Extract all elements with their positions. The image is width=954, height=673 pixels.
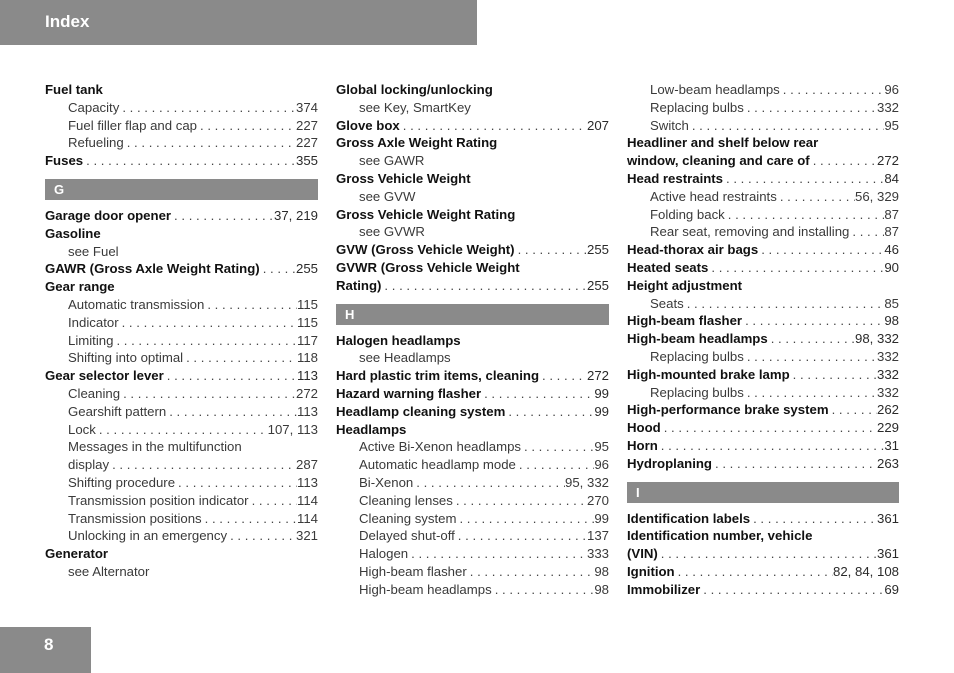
entry-page-ref: 287	[295, 457, 318, 473]
index-subentry	[627, 81, 899, 99]
index-column-1	[45, 81, 318, 581]
index-subentry	[336, 349, 609, 367]
dot-leader	[744, 99, 877, 117]
entry-text: Rear seat, removing and installing	[650, 224, 850, 240]
entry-page-ref: 69	[884, 581, 899, 597]
index-subentry	[45, 492, 318, 510]
dot-leader	[750, 510, 877, 528]
entry-page-ref: 229	[876, 420, 899, 436]
dot-leader	[744, 384, 877, 402]
entry-text: Headlamps	[336, 421, 407, 437]
entry-page-ref: 31	[884, 437, 899, 453]
entry-text: Low-beam headlamps	[650, 82, 780, 97]
dot-leader	[227, 527, 296, 545]
dot-leader	[521, 438, 594, 456]
entry-text: Height adjustment	[627, 277, 743, 293]
entry-text: Head-thorax air bags	[627, 242, 759, 258]
index-entry	[45, 545, 318, 563]
index-subentry	[336, 474, 609, 492]
index-subentry	[336, 152, 609, 170]
dot-leader	[408, 545, 587, 563]
index-entry	[336, 134, 609, 152]
dot-leader	[183, 349, 297, 367]
dot-leader	[849, 223, 884, 241]
entry-page-ref: 332	[876, 384, 899, 400]
entry-page-ref: 84	[884, 170, 899, 186]
index-subentry	[627, 206, 899, 224]
index-entry	[45, 207, 318, 225]
index-column-3	[627, 81, 899, 599]
entry-text: Shifting into optimal	[68, 350, 184, 366]
entry-page-ref: 96	[884, 82, 899, 97]
dot-leader	[780, 81, 885, 99]
entry-page-ref: 272	[295, 385, 318, 401]
index-subentry	[45, 421, 318, 439]
entry-text: Gross Axle Weight Rating	[336, 135, 498, 151]
entry-text: Automatic headlamp mode	[359, 457, 516, 473]
entry-page-ref: 272	[586, 368, 609, 384]
dot-leader	[516, 456, 594, 474]
entry-page-ref: 46	[884, 242, 899, 258]
entry-text: Replacing bulbs	[650, 99, 744, 115]
dot-leader	[481, 385, 594, 403]
entry-page-ref: 113	[296, 474, 318, 490]
index-subentry	[336, 563, 609, 581]
index-subentry	[336, 223, 609, 241]
entry-page-ref: 227	[295, 117, 318, 133]
entry-page-ref: 207	[586, 117, 609, 133]
index-entry	[627, 455, 899, 473]
index-entry	[45, 278, 318, 296]
entry-text: Gearshift pattern	[68, 403, 167, 419]
entry-text: Head restraints	[627, 170, 724, 186]
dot-leader	[492, 581, 595, 599]
entry-page-ref: 90	[884, 259, 899, 275]
dot-leader	[768, 330, 855, 348]
dot-leader	[467, 563, 595, 581]
entry-text: display	[68, 457, 110, 473]
entry-text: see GAWR	[359, 153, 425, 169]
entry-text: Ignition	[627, 563, 675, 579]
dot-leader	[381, 277, 587, 295]
index-entry	[336, 117, 609, 135]
index-entry	[336, 259, 609, 277]
entry-text: High-beam flasher	[359, 563, 467, 579]
entry-page-ref: 98	[884, 313, 899, 329]
entry-text: see Fuel	[68, 243, 119, 259]
index-subentry	[45, 510, 318, 528]
index-subentry	[45, 243, 318, 261]
index-subentry	[336, 456, 609, 474]
entry-text: GVWR (Gross Vehicle Weight	[336, 259, 520, 275]
entry-page-ref: 270	[586, 492, 609, 508]
index-entry	[627, 366, 899, 384]
entry-page-ref: 95, 332	[565, 474, 609, 490]
dot-leader	[113, 332, 297, 350]
index-entry	[45, 225, 318, 243]
index-entry	[627, 259, 899, 277]
entry-page-ref: 99	[594, 510, 609, 526]
entry-page-ref: 87	[884, 206, 899, 222]
entry-text: Identification number, vehicle	[627, 528, 813, 544]
index-entry	[336, 421, 609, 439]
entry-page-ref: 321	[295, 528, 318, 544]
entry-page-ref: 115	[296, 296, 318, 312]
entry-page-ref: 114	[296, 492, 318, 508]
page-number: 8	[44, 635, 54, 654]
entry-text: Headliner and shelf below rear	[627, 135, 819, 151]
index-entry	[627, 545, 899, 563]
entry-text: Active Bi-Xenon headlamps	[359, 439, 522, 455]
entry-page-ref: 98, 332	[855, 331, 899, 347]
index-entry	[336, 403, 609, 421]
index-entry	[336, 385, 609, 403]
entry-page-ref: 272	[876, 153, 899, 169]
entry-text: Switch	[650, 117, 689, 133]
page-number-tab	[0, 627, 91, 673]
entry-text: see Alternator	[68, 563, 150, 579]
dot-leader	[109, 456, 296, 474]
entry-page-ref: 117	[296, 332, 318, 348]
dot-leader	[723, 170, 884, 188]
entry-text: High-mounted brake lamp	[627, 366, 790, 382]
index-entry	[627, 563, 899, 581]
dot-leader	[758, 241, 884, 259]
entry-text: GAWR (Gross Axle Weight Rating)	[45, 261, 260, 277]
dot-leader	[515, 241, 587, 259]
entry-page-ref: 332	[876, 99, 899, 115]
dot-leader	[249, 492, 297, 510]
entry-text: (VIN)	[627, 546, 658, 562]
dot-leader	[400, 117, 587, 135]
entry-text: Fuses	[45, 153, 84, 169]
dot-leader	[455, 527, 587, 545]
index-entry	[627, 241, 899, 259]
dot-leader	[675, 563, 833, 581]
dot-leader	[171, 207, 274, 225]
entry-text: Bi-Xenon	[359, 474, 414, 490]
entry-page-ref: 227	[295, 135, 318, 151]
index-subentry	[45, 456, 318, 474]
dot-leader	[712, 455, 877, 473]
dot-leader	[83, 152, 296, 170]
dot-leader	[661, 419, 877, 437]
entry-page-ref: 255	[295, 261, 318, 277]
index-entry	[45, 152, 318, 170]
entry-page-ref: 37, 219	[274, 207, 318, 223]
entry-text: GVW (Gross Vehicle Weight)	[336, 242, 515, 258]
entry-page-ref: 115	[296, 314, 318, 330]
index-subentry	[336, 188, 609, 206]
entry-page-ref: 85	[884, 295, 899, 311]
entry-page-ref: 255	[586, 242, 609, 258]
index-entry	[627, 527, 899, 545]
index-subentry	[45, 385, 318, 403]
dot-leader	[700, 581, 884, 599]
entry-page-ref: 96	[594, 457, 609, 473]
entry-text: Replacing bulbs	[650, 348, 744, 364]
index-entry	[627, 277, 899, 295]
index-entry	[336, 206, 609, 224]
entry-page-ref: 82, 84, 108	[833, 563, 899, 579]
entry-text: Gasoline	[45, 225, 101, 241]
dot-leader	[658, 437, 885, 455]
index-entry	[627, 312, 899, 330]
index-subentry	[45, 134, 318, 152]
header-bar	[0, 0, 477, 45]
entry-page-ref: 98	[594, 581, 609, 597]
dot-leader	[505, 403, 594, 421]
index-subentry	[336, 99, 609, 117]
entry-page-ref: 95	[884, 117, 899, 133]
entry-text: Identification labels	[627, 510, 751, 526]
index-subentry	[336, 492, 609, 510]
page-title: Index	[45, 12, 90, 31]
index-entry	[627, 581, 899, 599]
dot-leader	[120, 385, 296, 403]
entry-page-ref: 113	[296, 368, 318, 384]
entry-text: High-performance brake system	[627, 402, 829, 418]
entry-text: Immobilizer	[627, 581, 701, 597]
dot-leader	[725, 206, 885, 224]
entry-text: Messages in the multifunction	[68, 439, 242, 455]
entry-text: Hazard warning flasher	[336, 385, 482, 401]
entry-text: Rating)	[336, 277, 382, 293]
entry-text: Glove box	[336, 117, 400, 133]
index-entry	[336, 367, 609, 385]
entry-text: Fuel tank	[45, 82, 103, 97]
entry-page-ref: 137	[586, 528, 609, 544]
entry-text: Generator	[45, 546, 109, 562]
dot-leader	[744, 348, 877, 366]
entry-text: see Headlamps	[359, 350, 451, 366]
entry-text: Hard plastic trim items, cleaning	[336, 368, 540, 384]
entry-page-ref: 332	[876, 348, 899, 364]
entry-text: Delayed shut-off	[359, 528, 455, 544]
dot-leader	[124, 134, 296, 152]
entry-text: see GVWR	[359, 224, 425, 240]
entry-text: Transmission positions	[68, 510, 202, 526]
entry-text: Gear range	[45, 279, 115, 295]
index-entry	[627, 401, 899, 419]
dot-leader	[790, 366, 877, 384]
index-entry	[627, 170, 899, 188]
dot-leader	[684, 295, 885, 313]
entry-text: Halogen	[359, 546, 409, 562]
dot-leader	[658, 545, 877, 563]
entry-text: Capacity	[68, 99, 120, 115]
dot-leader	[202, 510, 297, 528]
index-subentry	[45, 527, 318, 545]
entry-text: see GVW	[359, 188, 416, 204]
entry-text: Indicator	[68, 314, 119, 330]
index-entry	[627, 419, 899, 437]
entry-text: High-beam flasher	[627, 313, 743, 329]
entry-page-ref: 255	[586, 277, 609, 293]
dot-leader	[456, 510, 594, 528]
entry-text: Lock	[68, 421, 96, 437]
entry-page-ref: 56, 329	[855, 188, 899, 204]
dot-leader	[810, 152, 877, 170]
dot-leader	[689, 117, 884, 135]
index-entry	[627, 510, 899, 528]
entry-text: window, cleaning and care of	[627, 153, 810, 169]
index-subentry	[627, 348, 899, 366]
index-subentry	[45, 349, 318, 367]
entry-text: Shifting procedure	[68, 474, 176, 490]
index-subentry	[45, 117, 318, 135]
index-entry	[45, 260, 318, 278]
entry-text: Refueling	[68, 135, 124, 151]
entry-page-ref: 99	[594, 385, 609, 401]
entry-page-ref: 333	[586, 546, 609, 562]
index-subentry	[45, 438, 318, 456]
index-subentry	[45, 99, 318, 117]
entry-text: Seats	[650, 295, 684, 311]
letter-section-header: H	[336, 304, 609, 325]
entry-page-ref: 361	[876, 510, 899, 526]
entry-text: see Key, SmartKey	[359, 99, 471, 115]
index-entry	[45, 81, 318, 99]
entry-page-ref: 99	[594, 403, 609, 419]
index-subentry	[336, 438, 609, 456]
index-entry	[336, 277, 609, 295]
dot-leader	[204, 296, 297, 314]
index-entry	[627, 152, 899, 170]
dot-leader	[175, 474, 297, 492]
dot-leader	[777, 188, 855, 206]
entry-text: Cleaning lenses	[359, 492, 453, 508]
entry-text: Transmission position indicator	[68, 492, 249, 508]
entry-text: Replacing bulbs	[650, 384, 744, 400]
letter-section-header: G	[45, 179, 318, 200]
entry-text: High-beam headlamps	[359, 581, 492, 597]
index-entry	[336, 81, 609, 99]
entry-page-ref: 114	[296, 510, 318, 526]
entry-text: High-beam headlamps	[627, 331, 768, 347]
index-subentry	[336, 510, 609, 528]
dot-leader	[413, 474, 565, 492]
entry-text: Automatic transmission	[68, 296, 205, 312]
entry-text: Global locking/unlocking	[336, 82, 493, 97]
dot-leader	[453, 492, 587, 510]
index-subentry	[45, 563, 318, 581]
entry-page-ref: 118	[296, 350, 318, 366]
index-subentry	[45, 332, 318, 350]
dot-leader	[708, 259, 884, 277]
index-column-2	[336, 81, 609, 599]
dot-leader	[119, 314, 297, 332]
index-subentry	[336, 545, 609, 563]
index-subentry	[627, 384, 899, 402]
entry-page-ref: 98	[594, 563, 609, 579]
index-subentry	[627, 295, 899, 313]
entry-page-ref: 374	[295, 99, 318, 115]
index-subentry	[45, 314, 318, 332]
index-subentry	[627, 188, 899, 206]
index-entry	[45, 367, 318, 385]
entry-text: Folding back	[650, 206, 725, 222]
index-subentry	[336, 527, 609, 545]
entry-text: Hydroplaning	[627, 455, 712, 471]
entry-page-ref: 113	[296, 403, 318, 419]
entry-text: Hood	[627, 420, 661, 436]
entry-text: Cleaning system	[359, 510, 457, 526]
entry-text: Limiting	[68, 332, 114, 348]
index-subentry	[45, 474, 318, 492]
index-subentry	[45, 403, 318, 421]
entry-text: Gross Vehicle Weight	[336, 170, 471, 186]
entry-text: Active head restraints	[650, 188, 777, 204]
index-subentry	[627, 223, 899, 241]
entry-text: Horn	[627, 437, 658, 453]
dot-leader	[539, 367, 587, 385]
entry-text: Cleaning	[68, 385, 121, 401]
dot-leader	[742, 312, 884, 330]
index-entry	[336, 241, 609, 259]
dot-leader	[119, 99, 296, 117]
entry-page-ref: 355	[295, 153, 318, 169]
entry-page-ref: 95	[594, 439, 609, 455]
entry-text: Gross Vehicle Weight Rating	[336, 206, 516, 222]
entry-text: Fuel filler flap and cap	[68, 117, 198, 133]
dot-leader	[96, 421, 268, 439]
letter-section-header: I	[627, 482, 899, 503]
dot-leader	[166, 403, 297, 421]
entry-text: Garage door opener	[45, 207, 172, 223]
dot-leader	[197, 117, 296, 135]
index-entry	[336, 170, 609, 188]
index-entry	[627, 134, 899, 152]
entry-text: Halogen headlamps	[336, 332, 461, 348]
entry-page-ref: 87	[884, 224, 899, 240]
entry-text: Headlamp cleaning system	[336, 403, 506, 419]
index-subentry	[45, 296, 318, 314]
entry-page-ref: 107, 113	[267, 421, 318, 437]
entry-text: Gear selector lever	[45, 368, 164, 384]
index-subentry	[627, 99, 899, 117]
index-subentry	[627, 117, 899, 135]
index-entry	[627, 437, 899, 455]
index-entry	[627, 330, 899, 348]
entry-text: Unlocking in an emergency	[68, 528, 228, 544]
dot-leader	[260, 260, 296, 278]
entry-page-ref: 332	[876, 366, 899, 382]
entry-page-ref: 361	[876, 546, 899, 562]
index-entry	[336, 332, 609, 350]
dot-leader	[164, 367, 297, 385]
dot-leader	[829, 401, 877, 419]
entry-page-ref: 263	[876, 455, 899, 471]
index-subentry	[336, 581, 609, 599]
entry-page-ref: 262	[876, 402, 899, 418]
entry-text: Heated seats	[627, 259, 709, 275]
